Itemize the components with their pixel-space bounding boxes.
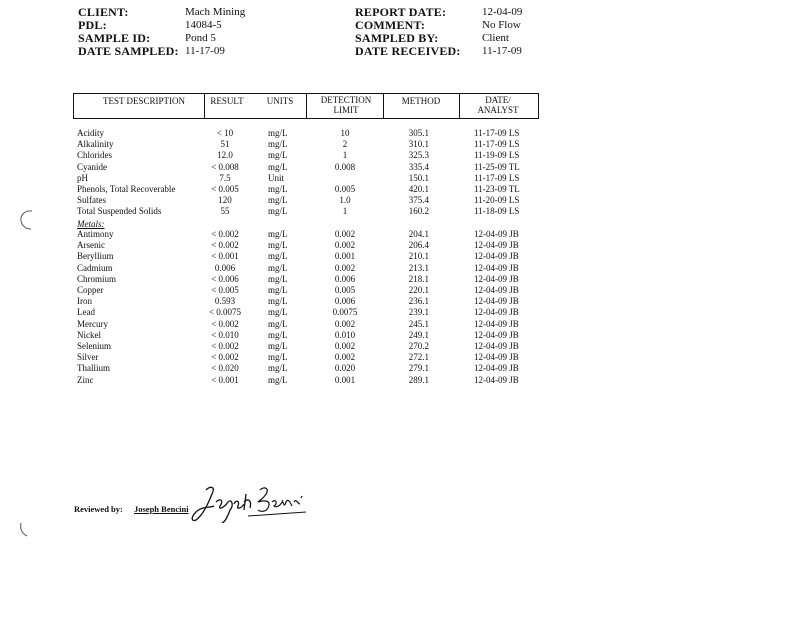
- table-row: [0, 352, 800, 363]
- detection-limit: 0.006: [334, 296, 356, 307]
- table-row: [0, 274, 800, 285]
- detection-limit: 1: [342, 206, 348, 217]
- units-value: mg/L: [268, 307, 288, 318]
- client-label: CLIENT:: [78, 5, 129, 19]
- result-value: < 0.020: [211, 363, 239, 374]
- units-value: mg/L: [268, 139, 288, 150]
- units-value: mg/L: [268, 374, 288, 385]
- result-value: < 0.001: [211, 374, 239, 385]
- units-value: mg/L: [268, 184, 288, 194]
- table-row: [0, 162, 800, 173]
- table-row: [0, 184, 800, 195]
- date-sampled-value: 11-17-09: [185, 45, 225, 57]
- result-value: < 0.002: [211, 229, 239, 239]
- col-header-analyst: ANALYST: [477, 105, 519, 115]
- test-name: Selenium: [77, 341, 111, 351]
- col-header-test-description: TEST DESCRIPTION: [102, 96, 186, 106]
- test-name: Antimony: [77, 229, 114, 239]
- date-analyst: 11-17-09 LS: [474, 139, 520, 150]
- units-value: Unit: [268, 172, 285, 183]
- result-value: < 0.002: [211, 352, 239, 363]
- detection-limit: 0.020: [334, 363, 356, 374]
- date-received-value: 11-17-09: [482, 45, 522, 57]
- date-analyst: 12-04-09 JB: [474, 374, 519, 385]
- test-name: Iron: [77, 296, 92, 307]
- column-divider: [459, 94, 460, 118]
- sample-id-label: SAMPLE ID:: [78, 31, 151, 45]
- comment-value: No Flow: [482, 19, 521, 31]
- test-name: Thallium: [77, 363, 110, 374]
- test-name: Zinc: [77, 374, 94, 385]
- detection-limit: 0.005: [334, 184, 356, 194]
- method-code: 220.1: [408, 285, 429, 295]
- test-name: Arsenic: [77, 240, 105, 251]
- table-row: [0, 195, 800, 206]
- detection-limit: 0.002: [334, 352, 356, 363]
- table-row: [0, 173, 800, 184]
- table-row: [0, 307, 800, 318]
- detection-limit: 0.010: [334, 329, 356, 340]
- sample-id-value: Pond 5: [185, 32, 216, 44]
- date-analyst: 11-17-09 LS: [474, 128, 520, 138]
- result-value: < 0.010: [211, 329, 239, 340]
- units-value: mg/L: [268, 352, 288, 363]
- date-sampled-label: DATE SAMPLED:: [78, 44, 179, 58]
- date-analyst: 11-18-09 LS: [474, 206, 520, 217]
- date-analyst: 12-04-09 JB: [474, 363, 519, 374]
- units-value: mg/L: [268, 206, 288, 217]
- col-header-units: UNITS: [266, 96, 294, 106]
- column-divider: [383, 94, 384, 118]
- detection-limit: 0.008: [334, 161, 356, 172]
- units-value: mg/L: [268, 240, 288, 251]
- method-code: 249.1: [408, 329, 429, 340]
- table-row: [0, 263, 800, 274]
- col-header-detection: DETECTION: [320, 95, 372, 105]
- result-value: 0.006: [214, 262, 236, 273]
- test-name: Cyanide: [77, 161, 107, 172]
- method-code: 160.2: [408, 206, 429, 217]
- col-header-method: METHOD: [401, 96, 441, 106]
- reviewed-by-label: Reviewed by:: [74, 504, 123, 514]
- result-value: 51: [220, 139, 230, 150]
- test-name: pH: [77, 172, 88, 183]
- detection-limit: 1.0: [339, 195, 351, 206]
- method-code: 218.1: [408, 273, 429, 284]
- result-value: < 0.005: [211, 285, 239, 295]
- col-header-date: DATE/: [485, 95, 511, 105]
- units-value: mg/L: [268, 363, 288, 374]
- method-code: 420.1: [408, 184, 429, 194]
- reviewer-name: Joseph Bencini: [134, 504, 189, 514]
- units-value: mg/L: [268, 128, 288, 138]
- table-row: [0, 319, 800, 330]
- result-value: < 0.008: [211, 161, 239, 172]
- result-value: 0.593: [214, 296, 236, 307]
- date-analyst: 12-04-09 JB: [474, 251, 519, 262]
- test-name: Nickel: [77, 329, 101, 340]
- method-code: 204.1: [408, 229, 429, 239]
- test-name: Chlorides: [77, 150, 112, 161]
- test-name: Acidity: [77, 128, 104, 138]
- test-name: Total Suspended Solids: [77, 206, 162, 217]
- detection-limit: 0.002: [334, 229, 356, 239]
- table-row: [0, 229, 800, 240]
- table-row: [0, 206, 800, 217]
- client-value: Mach Mining: [185, 6, 246, 18]
- table-row: [0, 150, 800, 161]
- detection-limit: 0.006: [334, 273, 356, 284]
- detection-limit: 0.005: [334, 285, 356, 295]
- units-value: mg/L: [268, 229, 288, 239]
- method-code: 206.4: [408, 240, 429, 251]
- units-value: mg/L: [268, 296, 288, 307]
- date-analyst: 12-04-09 JB: [474, 307, 519, 318]
- column-divider: [204, 94, 205, 118]
- units-value: mg/L: [268, 318, 288, 329]
- table-row: [0, 240, 800, 251]
- test-name: Lead: [77, 307, 95, 318]
- table-row: [0, 251, 800, 262]
- units-value: mg/L: [268, 262, 288, 273]
- date-analyst: 11-19-09 LS: [474, 150, 520, 161]
- table-row: [0, 341, 800, 352]
- detection-limit: 10: [340, 128, 350, 138]
- method-code: 236.1: [408, 296, 429, 307]
- method-code: 279.1: [408, 363, 429, 374]
- signature: [188, 480, 308, 526]
- column-divider: [306, 94, 307, 118]
- date-analyst: 12-04-09 JB: [474, 296, 519, 307]
- table-row: [0, 128, 800, 139]
- detection-limit: 0.002: [334, 318, 356, 329]
- date-analyst: 12-04-09 JB: [474, 240, 519, 251]
- sampled-by-value: Client: [482, 32, 509, 44]
- pdl-value: 14084-5: [185, 19, 222, 31]
- detection-limit: 0.001: [334, 251, 356, 262]
- result-value: 7.5: [219, 172, 231, 183]
- date-analyst: 11-20-09 LS: [474, 195, 520, 206]
- method-code: 310.1: [408, 139, 429, 150]
- comment-label: COMMENT:: [355, 18, 426, 32]
- col-header-result: RESULT: [210, 96, 244, 106]
- date-received-label: DATE RECEIVED:: [355, 44, 461, 58]
- test-name: Phenols, Total Recoverable: [77, 184, 176, 194]
- hole-punch-mark: [16, 520, 32, 540]
- detection-limit: 1: [342, 150, 348, 161]
- units-value: mg/L: [268, 251, 288, 262]
- units-value: mg/L: [268, 161, 288, 172]
- method-code: 325.3: [408, 150, 429, 161]
- result-value: < 0.001: [211, 251, 239, 262]
- table-row: [0, 375, 800, 386]
- table-row: [0, 363, 800, 374]
- test-name: Sulfates: [77, 195, 106, 206]
- sampled-by-label: SAMPLED BY:: [355, 31, 439, 45]
- units-value: mg/L: [268, 195, 288, 206]
- report-date-label: REPORT DATE:: [355, 5, 447, 19]
- result-value: < 0.002: [211, 341, 239, 351]
- units-value: mg/L: [268, 341, 288, 351]
- method-code: 305.1: [408, 128, 429, 138]
- date-analyst: 12-04-09 JB: [474, 341, 519, 351]
- report-date-value: 12-04-09: [482, 6, 523, 18]
- test-name: Chromium: [77, 273, 117, 284]
- method-code: 239.1: [408, 307, 429, 318]
- metals-section-label: Metals:: [77, 219, 105, 229]
- result-value: < 10: [216, 128, 234, 138]
- date-analyst: 11-17-09 LS: [474, 172, 520, 183]
- table-row: [0, 139, 800, 150]
- result-value: < 0.002: [211, 240, 239, 251]
- method-code: 272.1: [408, 352, 429, 363]
- result-value: < 0.005: [211, 184, 239, 194]
- result-value: 120: [218, 195, 232, 206]
- units-value: mg/L: [268, 150, 288, 161]
- hole-punch-mark: [18, 208, 34, 232]
- test-name: Beryllium: [77, 251, 114, 262]
- date-analyst: 12-04-09 JB: [474, 352, 519, 363]
- detection-limit: 2: [342, 139, 348, 150]
- method-code: 150.1: [408, 172, 429, 183]
- test-name: Silver: [77, 352, 99, 363]
- detection-limit: 0.002: [334, 240, 356, 251]
- date-analyst: 11-25-09 TL: [474, 161, 520, 172]
- units-value: mg/L: [268, 329, 288, 340]
- table-row: [0, 296, 800, 307]
- method-code: 245.1: [408, 318, 429, 329]
- result-value: 55: [220, 206, 230, 217]
- method-code: 375.4: [408, 195, 429, 206]
- date-analyst: 12-04-09 JB: [474, 262, 519, 273]
- date-analyst: 12-04-09 JB: [474, 318, 519, 329]
- detection-limit: 0.002: [334, 262, 356, 273]
- date-analyst: 11-23-09 TL: [474, 184, 520, 194]
- pdl-label: PDL:: [78, 18, 107, 32]
- test-name: Mercury: [77, 318, 108, 329]
- result-value: < 0.006: [211, 273, 239, 284]
- result-value: 12.0: [217, 150, 233, 161]
- test-name: Cadmium: [77, 262, 113, 273]
- test-name: Alkalinity: [77, 139, 114, 150]
- method-code: 213.1: [408, 262, 429, 273]
- method-code: 210.1: [408, 251, 429, 262]
- date-analyst: 12-04-09 JB: [474, 273, 519, 284]
- date-analyst: 12-04-09 JB: [474, 285, 519, 295]
- detection-limit: 0.0075: [332, 307, 358, 318]
- date-analyst: 12-04-09 JB: [474, 229, 519, 239]
- detection-limit: 0.001: [334, 374, 356, 385]
- units-value: mg/L: [268, 285, 288, 295]
- units-value: mg/L: [268, 273, 288, 284]
- table-row: [0, 330, 800, 341]
- date-analyst: 12-04-09 JB: [474, 329, 519, 340]
- detection-limit: 0.002: [334, 341, 356, 351]
- result-value: < 0.0075: [208, 307, 242, 318]
- method-code: 335.4: [408, 161, 429, 172]
- method-code: 289.1: [408, 374, 429, 385]
- table-row: [0, 285, 800, 296]
- col-header-limit: LIMIT: [333, 105, 359, 115]
- test-name: Copper: [77, 285, 104, 295]
- method-code: 270.2: [408, 341, 429, 351]
- result-value: < 0.002: [211, 318, 239, 329]
